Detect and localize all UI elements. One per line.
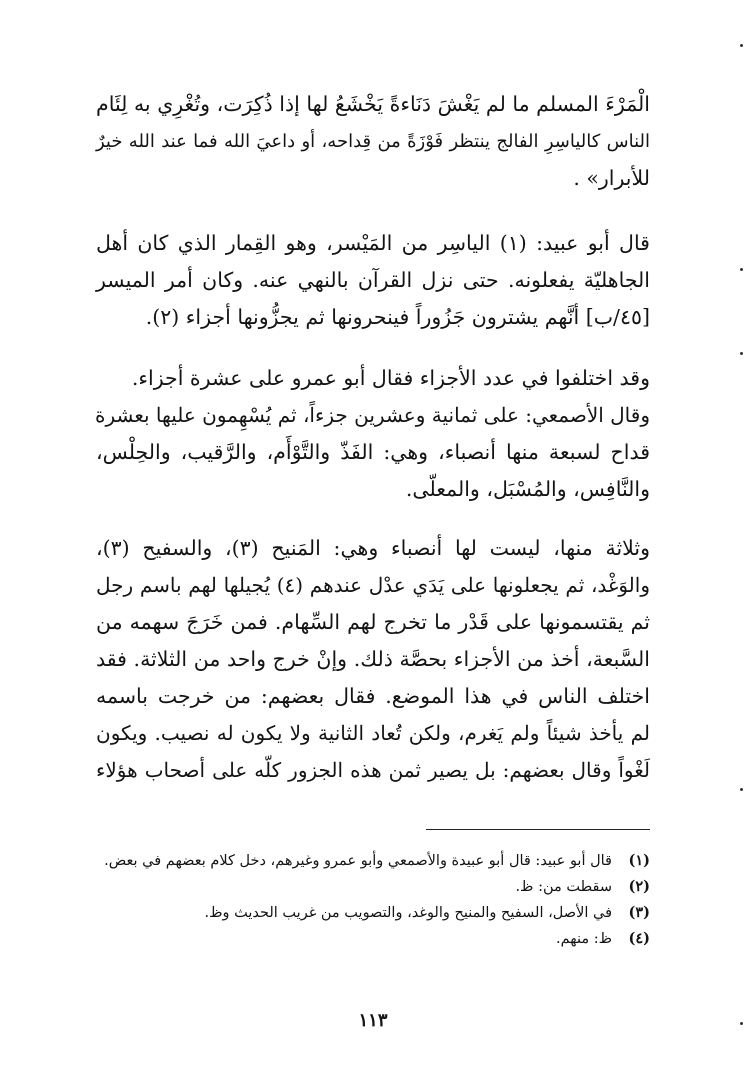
scan-speck xyxy=(740,268,743,271)
footnotes xyxy=(90,848,650,952)
text-line: والوَغْد، ثم يجعلونها على يَدَي عدْل عندهم (٤) يُجيلها لهم باسم رجل xyxy=(96,573,650,597)
footnote-item xyxy=(90,874,650,900)
footnote-item xyxy=(90,848,650,874)
text-line: لم يأخذ شيئاً ولم يَغرم، ولكن تُعاد الثانية ولا يكون له نصيب. ويكون xyxy=(96,721,650,745)
text-line: ثم يقتسمونها على قَدْر ما تخرج لهم السِّهام. فمن خَرَجَ سهمه من xyxy=(96,610,650,634)
footnote-number: (٢) xyxy=(628,878,650,895)
footnote-text: سقطت من: ظ. xyxy=(515,879,612,895)
paragraph-3 xyxy=(96,360,650,508)
text-line: قداح لسبعة منها أنصباء، وهي: الفَذّ والتَّوْأَم، والرَّقيب، والحِلْس، xyxy=(96,440,650,464)
scan-speck xyxy=(740,788,743,791)
footnote-number: (١) xyxy=(628,852,650,869)
text-line: السَّبعة، أخذ من الأجزاء بحصَّة ذلك. وإنْ خرج واحد من الثلاثة. فقد xyxy=(96,647,650,671)
paragraph-4 xyxy=(96,530,650,789)
page-number: ١١٣ xyxy=(358,1010,388,1031)
paragraph-1 xyxy=(96,86,650,197)
scan-speck xyxy=(740,352,743,355)
text-line: والنَّافِس، والمُسْبَل، والمعلّى. xyxy=(405,477,650,501)
text-line: للأبرار» . xyxy=(573,166,650,190)
footnote-text: ظ: منهم. xyxy=(556,931,612,947)
text-line: الناس كالياسِرِ الفالج ينتظر فَوْزَةً من قِداحه، أو داعيَ الله فما عند الله خيرٌ xyxy=(96,131,650,152)
text-line: قال أبو عبيد: (١) الياسِر من المَيْسر، وهو القِمار الذي كان أهل xyxy=(96,231,650,255)
footnote-item xyxy=(90,926,650,952)
text-line: وقد اختلفوا في عدد الأجزاء فقال أبو عمرو على عشرة أجزاء. xyxy=(131,366,650,390)
footnote-text: قال أبو عبيد: قال أبو عبيدة والأصمعي وأبو عمرو وغيرهم، دخل كلام بعضهم في بعض. xyxy=(104,853,612,869)
text-line: لَغْواً وقال بعضهم: بل يصير ثمن هذه الجزور كلّه على أصحاب هؤلاء xyxy=(96,758,650,782)
text-line: الْمَرْءَ المسلم ما لم يَغْشَ دَنَاءةً يَخْشَعُ لها إذا ذُكِرَت، وتُغْرِي به لِئَام xyxy=(96,92,650,116)
footnote-number: (٣) xyxy=(628,904,650,921)
text-line: الجاهليّة يفعلونه. حتى نزل القرآن بالنهي عنه. وكان أمر الميسر xyxy=(96,268,650,292)
footnote-number: (٤) xyxy=(628,930,650,947)
paragraph-2 xyxy=(96,225,650,336)
footnote-item xyxy=(90,900,650,926)
footnote-text: في الأصل، السفيح والمنيح والوغد، والتصويب من غريب الحديث وظ. xyxy=(204,905,612,921)
text-line: [٤٥/ب] أنَّهم يشترون جَزُوراً فينحرونها ثم يجزُّونها أجزاء (٢). xyxy=(145,305,650,329)
footnote-divider xyxy=(426,829,650,830)
scan-speck xyxy=(740,1022,743,1025)
scan-speck xyxy=(740,44,743,47)
text-line: وثلاثة منها، ليست لها أنصباء وهي: المَنيح (٣)، والسفيح (٣)، xyxy=(96,536,650,560)
text-line: وقال الأصمعي: على ثمانية وعشرين جزءاً، ثم يُسْهِمون عليها بعشرة xyxy=(94,403,650,427)
text-line: اختلف الناس في هذا الموضع. فقال بعضهم: من خرجت باسمه xyxy=(96,684,650,708)
